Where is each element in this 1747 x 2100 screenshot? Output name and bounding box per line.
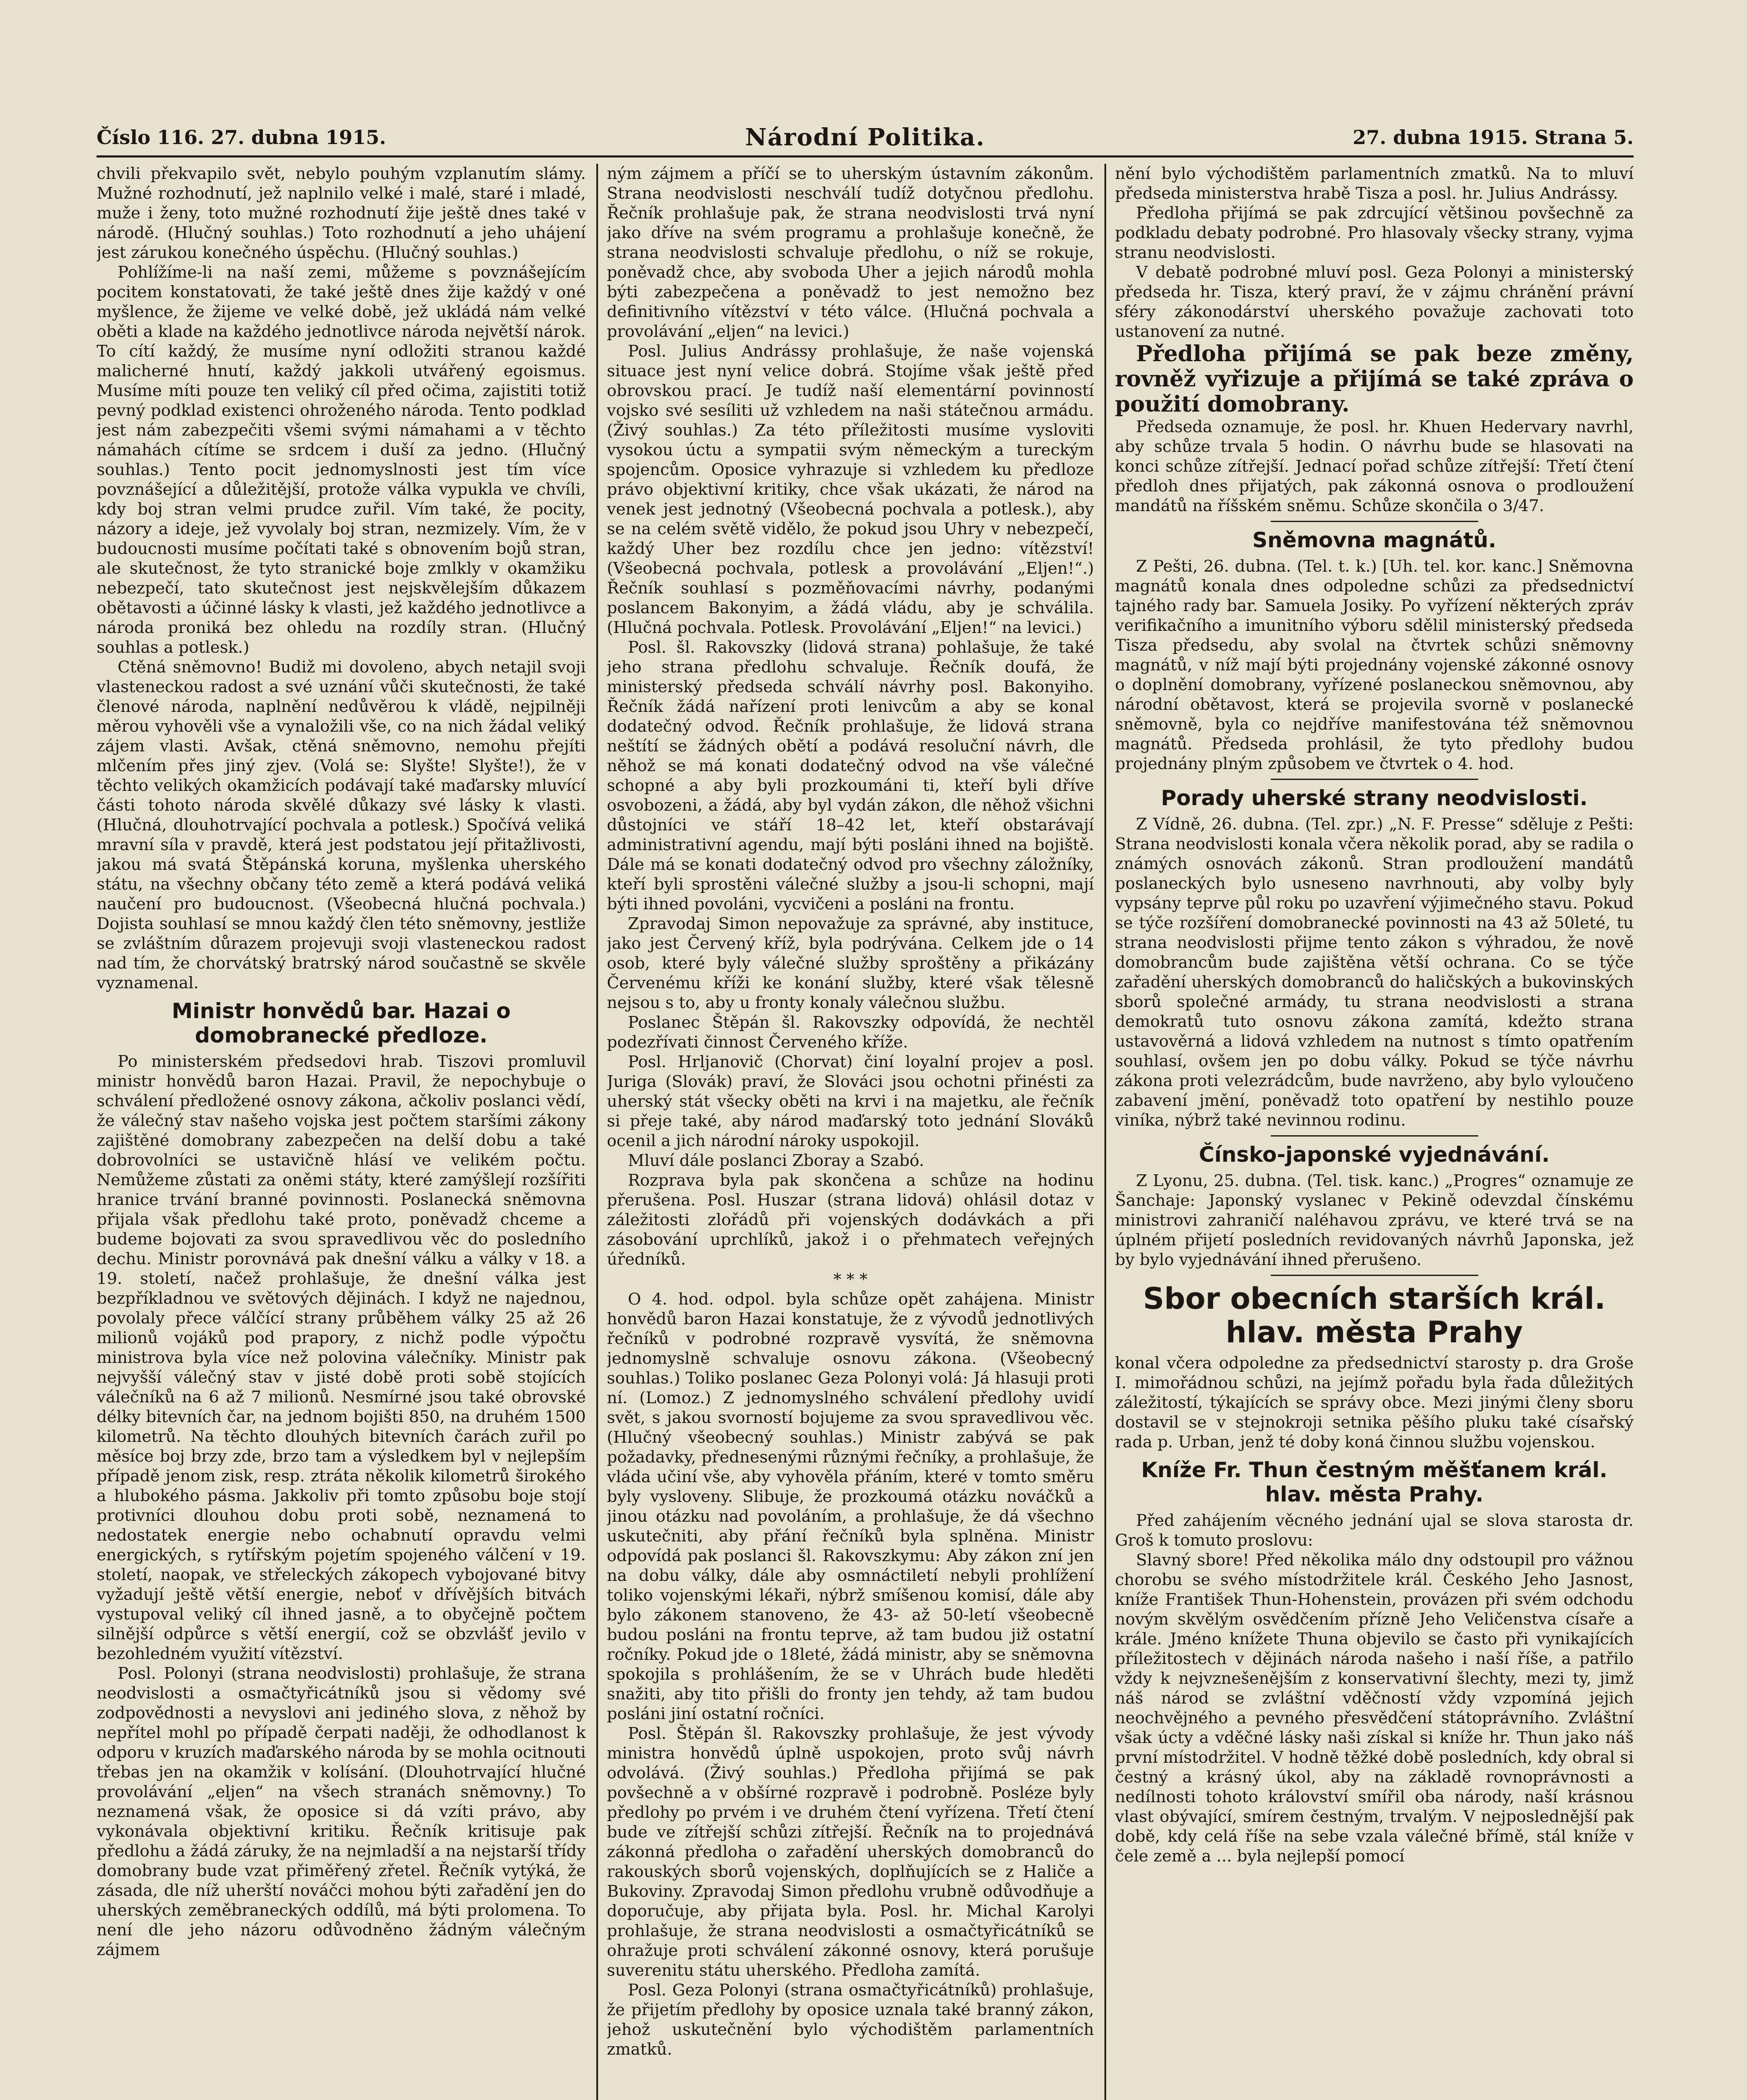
paragraph: Slavný sbore! Před několika málo dny odstoupil pro vážnou chorobu se svého místodržitele král. Českého Jeho Jasnost, kníže František Thun-Hohenstein, provázen při svém odchodu novým skvělým osvědčením přízně Jeho Veličenstva císaře a krále. Jméno knížete Thuna objevilo se často při vynikajících příležitostech v dějinách národa našeho i naší říše, a patřilo vždy k nejvznešenějším z konservativní šlechty, mezi ty, jimž náš národ se zvláštní vděčností vždy vzpomíná jejich neochvějného a pevného přesvědčení státoprávního. Zvláštní však úcty a vděčné lásky naši získal si kníže hr. Thun jako náš první místodržitel. V hodně těžké době posledních, kdy obral si čestný a krásný úkol, aby na základě rovnoprávnosti a nedílnosti tohoto království smířil oba národy, naší krásnou vlast obývající, smírem čestným, trvalým. V nejposlednější pak době, kdy celá říše na sebe vzala válečné břímě, stál kníže v čele země a ... byla nejlepší pomocí: [1115, 1551, 1634, 1866]
paragraph: Posl. Geza Polonyi (strana osmačtyřicátníků) prohlašuje, že přijetím předlohy by oposice uznala také branný zákon, jehož uskutečnění bylo východištěm parlamentních zmatků.: [607, 1981, 1094, 2059]
article-heading-minister-hazai: Ministr honvědů bar. Hazai o domobranecké předloze.: [172, 999, 511, 1047]
paragraph: Před zahájením věcného jednání ujal se slova starosta dr. Groš k tomuto proslovu:: [1115, 1511, 1634, 1550]
paragraph: Pohlížíme-li na naší zemi, můžeme s povznášejícím pocitem konstatovati, že také ještě dnes žije každý v oné myšlence, že žijeme ve velké době, jež ukládá nám velké oběti a klade na každého jednotlivce národa největší nárok. To cítí každý, že musíme nyní odložiti stranou každé malicherné hnutí, každý jakkoli utvářený egoismus. Musíme míti pouze ten veliký cíl před očima, zajistiti totiž pevný podklad existenci ohroženého národa. Tento podklad jest nám zabezpečiti všemi svými námahami a v těchto námahách cítíme se srdcem i duší za jedno. (Hlučný souhlas.) Tento pocit jednomyslnosti jest tím více povznášející a důležitější, protože válka vypukla ve chvíli, kdy boj stran velmi prudce zuřil. Vím také, že pocity, názory a ideje, jež vyvolaly boj stran, nezmizely. Vím, že v budoucnosti musíme počítati také s obnovením bojů stran, ale skutečnost, že tyto stranické boje zmlkly v okamžiku nebezpečí, tato skutečnost jest nejskvělejším důkazem obětavosti a účinné lásky k vlasti, jež každého jednotlivce a národa proniká bez ohledu na rozdíly stran. (Hlučný souhlas a potlesk.): [97, 263, 586, 657]
article-heading-magnates: Sněmovna magnátů.: [1252, 528, 1496, 552]
paragraph: nění bylo východištěm parlamentních zmatků. Na to mluví předseda ministerstva hrabě Tisza a posl. hr. Julius Andrássy.: [1115, 164, 1634, 203]
paragraph: ným zájmem a příčí se to uherským ústavním zákonům. Strana neodvislosti neschválí tudíž dotyčnou předlohu. Řečník prohlašuje pak, že strana neodvislosti trvá nyní jako dříve na svém programu a prohlašuje konečně, že strana neodvislosti schvaluje předlohu, o níž se rokuje, poněvadž chce, aby svoboda Uher a jejich národů mohla býti zabezpečena a poněvadž to jest nemožno bez definitivního vítězství v této válce. (Hlučná pochvala a provolávání „eljen“ na levici.): [607, 164, 1094, 341]
page-header: [97, 118, 1634, 158]
paragraph: Posl. Polonyi (strana neodvislosti) prohlašuje, že strana neodvislosti a osmačtyřicátníků jsou si vědomy své zodpovědnosti a nevyslovi ani jediného slova, z něhož by nepřítel mohl po případě čerpati naději, že odhodlanost k odporu v kruzích maďarského národa by se mohla ocitnouti třebas jen na okamžik v kolísání. (Dlouhotrvající hlučné provolávání „eljen“ na všech stranách sněmovny.) To neznamená však, že oposice si dá vzíti právo, aby vykonávala objektivní kritiku. Řečník kritisuje pak předlohu a žádá záruky, že na nejmladší a na nejstarší třídy domobrany bude vzat přiměřený zřetel. Řečník vytýká, že zásada, dle níž uherští nováčci mohou býti zařadění jen do uherských zeměbraneckých oddílů, má býti prolomena. To není dle jeho názoru odůvodněno žádným válečným zájmem: [97, 1664, 586, 1959]
paragraph: Posl. Štěpán šl. Rakovszky prohlašuje, že jest vývody ministra honvědů úplně uspokojen, proto svůj návrh odvolává. (Živý souhlas.) Předloha přijímá se pak povšechně a v obšírné rozpravě i podrobně. Posléze byly předlohy po prvém i ve druhém čtení vyřízena. Třetí čtení bude ve zítřejší schůzi zítřejší. Řečník na to projednává zákonná předloha o zařadění uherských domobranců do rakouských sborů vojenských, doplňujících se z Haliče a Bukoviny. Zpravodaj Simon předlohu vrubně odůvodňuje a doporučuje, aby přijata byla. Posl. hr. Michal Karolyi prohlašuje, že strana neodvislosti a osmačtyřicátníků se ohražuje proti schválení zákonné osnovy, která porušuje suverenitu státu uherského. Předloha zamítá.: [607, 1724, 1094, 1980]
section-separator: * * *: [833, 1270, 868, 1289]
column-2: [607, 164, 1094, 2100]
paragraph: Poslanec Štěpán šl. Rakovszky odpovídá, že nechtěl podezřívati činnost Červeného kříže.: [607, 1013, 1094, 1052]
newspaper-title: Národní Politika.: [745, 123, 985, 151]
paragraph: Zpravodaj Simon nepovažuje za správné, aby instituce, jako jest Červený kříž, byla podrývána. Celkem jde o 14 osob, které byly válečné služby sproštěny a přikázány Červenému kříži ke konání služby, které však tělesně nejsou s to, aby u fronty konaly válečnou službu.: [607, 914, 1094, 1012]
paragraph: konal včera odpoledne za předsednictví starosty p. dra Groše I. mimořádnou schůzi, na jejímž pořadu byla řada důležitých záležitostí, týkajících se správy obce. Mezi jinými členy sboru dostavil se v stejnokroji setnika pěšího pluku také císařský rada p. Urban, jenž té doby koná činnou službu vojenskou.: [1115, 1354, 1634, 1452]
column-rule: [596, 164, 598, 2100]
paragraph: Předloha přijímá se pak zdrcující většinou povšechně za podkladu debaty podrobné. Pro hlasovaly všecky strany, vyjma stranu neodvislosti.: [1115, 204, 1634, 262]
article-heading-porady: Porady uherské strany neodvislosti.: [1161, 786, 1588, 810]
column-3: [1115, 164, 1634, 2100]
paragraph: Posl. Julius Andrássy prohlašuje, že naše vojenská situace jest nyní velice dobrá. Stojíme však ještě před obrovskou prací. Je tudíž naší elementární povinností vojsko své sesíliti už vzhledem na naši státečnou armádu. (Živý souhlas.) Za této příležitosti musíme vysloviti vysokou úctu a sympatii svým německým a tureckým spojencům. Oposice vyhrazuje si vzhledem ku předloze právo objektivní kritiky, chce však ukázati, že národ na venek jest jednotný (Všeobecná pochvala a potlesk.), aby se na celém světě vidělo, že pokud jsou Uhry v nebezpečí, každý Uher bez rozdílu chce jen jedno: vítězství! (Všeobecná pochvala, potlesk a provolávání „Eljen!“.) Řečník souhlasí s pozměňovacími návrhy, podanými poslancem Bakonyim, a žádá vládu, aby je schválila. (Hlučná pochvala. Potlesk. Provolávání „Eljen!“ na levici.): [607, 342, 1094, 637]
article-heading-sbor: Sbor obecních starších král. hlav. města Prahy: [1143, 1281, 1606, 1349]
resolution-statement: Předloha přijímá se pak beze změny, rovněž vyřizuje a přijímá se také zpráva o použití domobrany.: [1115, 341, 1634, 417]
paragraph: Z Pešti, 26. dubna. (Tel. t. k.) [Uh. tel. kor. kanc.] Sněmovna magnátů konala dnes odpoledne schůzi za předsednictví tajného rady bar. Samuela Josiky. Po vyřízení některých zpráv verifikačního a imunitního výboru sdělil ministerský předseda Tisza předsedu, aby svolal na čtvrtek schůzi sněmovny magnátů, v níž mají býti projednány vojenské zákonné osnovy o doplnění domobrany, vyřízené poslaneckou sněmovnou, aby národní obětavost, která se projevila svorně v poslanecké sněmovně, byla co nejdříve manifestována též sněmovnou magnátů. Předseda prohlásil, že tyto předlohy budou projednány plným způsobem ve čtvrtek o 4. hod.: [1115, 557, 1634, 773]
column-rule: [1104, 164, 1106, 2100]
issue-number-date: Číslo 116. 27. dubna 1915.: [97, 126, 386, 149]
divider: [1271, 779, 1478, 780]
paragraph: O 4. hod. odpol. byla schůze opět zahájena. Ministr honvědů baron Hazai konstatuje, že z vývodů jednotlivých řečníků v podrobné rozpravě vysvítá, že sněmovna jednomyslně schvaluje osnovu zákona. (Všeobecný souhlas.) Toliko poslanec Geza Polonyi volá: Já hlasuji proti ní. (Lomoz.) Z jednomyslného schválení předlohy uvidí svět, s jakou svorností bojujeme za svou spravedlivou věc. (Hlučný všeobecný souhlas.) Ministr zabývá se pak požadavky, přednesenými různými řečníky, a prohlašuje, že vláda učiní vše, aby vyhověla přáním, které v tomto směru byly vysloveny. Slibuje, že prozkoumá otázku nováčků a jinou otázku nad povoláním, a prohlašuje, že dá všechno uskutečniti, aby přání řečníků byla splněna. Ministr odpovídá pak poslanci šl. Rakovszkymu: Aby zákon zní jen na dobu války, dále aby osmnáctiletí nebyli prohlížení toliko vojenskými lékaři, nýbrž smíšenou komisí, dále aby bylo zákonem stanoveno, že 43- až 50-letí všeobecně budou posláni na frontu teprve, až tam budou již ostatní ročníky. Pokud jde o 18leté, žádá ministr, aby se sněmovna spokojila s prohlášením, že se v Uhrách bude hleděti snažiti, aby tito přišli do fronty jen tehdy, až tam budou posláni jiní ostatní ročníci.: [607, 1290, 1094, 1723]
paragraph: Posl. Hrljanovič (Chorvat) činí loyalní projev a posl. Juriga (Slovák) praví, že Slováci jsou ochotni přinésti za uherský stát všecky oběti na krvi i na majetku, ale řečník si přeje také, aby národ maďarský toto jednání Slováků ocenil a jich národní nároky uspokojil.: [607, 1053, 1094, 1150]
divider: [1271, 521, 1478, 522]
paragraph: chvili překvapilo svět, nebylo pouhým vzplanutím slámy. Mužné rozhodnutí, jež naplnilo velké i malé, staré i mladé, muže i ženy, toto mužné rozhodnutí žije ještě dnes také v národě. (Hlučný souhlas.) Toto rozhodnutí a jeho uhájení jest zárukou konečného úspěchu. (Hlučný souhlas.): [97, 164, 586, 262]
paragraph: Z Lyonu, 25. dubna. (Tel. tisk. kanc.) „Progres“ oznamuje ze Šanchaje: Japonský vyslanec v Pekině odevzdal čínskému ministrovi zahraničí naléhavou zprávu, ve které trvá se na úplném přijetí posledních revidovaných návrhů Japonska, jež by bylo vyjednávání ihned přerušeno.: [1115, 1171, 1634, 1269]
paragraph: Po ministerském předsedovi hrab. Tiszovi promluvil ministr honvědů baron Hazai. Pravil, že nepochybuje o schválení předložené osnovy zákona, ačkoliv poslanci vědí, že válečný stav našeho vojska jest počtem staršími zákony zajištěné domobrany zabezpečen na delší dobu a také dobrovolníci se ustavičně hlásí ve velikém počtu. Nemůžeme zůstati za oněmi státy, které zamýšlejí rozšířiti hranice trvání branné povinnosti. Poslanecká sněmovna přijala však předlohu také proto, poněvadž chceme a budeme bojovati za svou spravedlivou věc do posledního dechu. Ministr porovnává pak dnešní válku a války v 18. a 19. století, načež prohlašuje, že dnešní válka jest bezpříkladnou ve světových dějinách. I když ne najednou, povolaly přece válčící strany průběhem války 25 až 26 milionů vojáků pod prapory, z nichž podle výpočtu ministrova byla více než polovina válečníky. Ministr pak nejvyšší válečný stav v jisté době proti sobě stojících válečníků na 6 až 7 milionů. Nesmírné jsou také obrovské délky bitevních čar, na jednom bojišti 850, na druhém 1500 kilometrů. Na těchto dlouhých bitevních čarách zuřil po měsíce boj brzy zde, brzo tam a výsledkem byl v nejlepším případě jenom zisk, resp. ztráta několik kilometrů širokého a hlubokého pásma. Jakkoliv při tomto způsobu boje stojí protivníci dlouhou dobu proti sobě, neznamená to nedostatek energie nebo ochabnutí opravdu velmi energických, s rytířským pojetím spojeného válčení v 19. století, naopak, ve střeleckých zákopech vybojované bitvy vyžadují ještě větší energie, neboť v dřívějších bitvách vystupoval veliký cíl ihned jasně, a to obyčejně počtem silnější odpůrce s větší energií, což se obzvlášť jevilo v bezohledném využití vítězství.: [97, 1052, 586, 1663]
newspaper-page: [97, 118, 1634, 2100]
paragraph: Rozprava byla pak skončena a schůze na hodinu přerušena. Posl. Huszar (strana lidová) ohlásil dotaz v záležitosti zlořádů při vojenských dodávkách a při zásobování uprchlíků, jakož i o přehmatech veřejných úředníků.: [607, 1171, 1094, 1269]
paragraph: Mluví dále poslanci Zboray a Szabó.: [628, 1151, 924, 1170]
date-page-number: 27. dubna 1915. Strana 5.: [1353, 126, 1634, 149]
paragraph: Předseda oznamuje, že posl. hr. Khuen Hedervary navrhl, aby schůze trvala 5 hodin. O návrhu bude se hlasovati na konci schůze zítřejší. Jednací pořad schůze zítřejší: Třetí čtení předloh dnes přijatých, pak zákonná osnova o prodloužení mandátů na říšském sněmu. Schůze skončila o 3/47.: [1115, 417, 1634, 515]
paragraph: Ctěná sněmovno! Budiž mi dovoleno, abych netajil svoji vlasteneckou radost a své uznání vůči skutečnosti, že také členové národa, naplnění nedůvěrou k vládě, nejpilněji měrou vyhověli vše a vynaložili vše, co na nich žádal veliký zájem vlasti. Avšak, ctěná sněmovno, nemohu přejíti mlčením přes jiný zjev. (Volá se: Slyšte! Slyšte!), že v těchto velikých okamžicích podávají také maďarsky mluvící části tohoto národa skvělé důkazy své lásky k vlasti. (Hlučná, dlouhotrvající pochvala a potlesk.) Spočívá veliká mravní síla v pravdě, která jest podstatou její přitažlivosti, jakou má svatá Štěpánská koruna, myšlenka uherského státu, na všechny občany této země a která podává veliká naučení pro budoucnost. (Všeobecná hlučná pochvala.) Dojista souhlasí se mnou každý člen této sněmovny, jestliže se zvláštním důrazem projevuji svoji vlasteneckou radost nad tím, že chorvátský bratrský národ součastně se skvěle vyznamenal.: [97, 658, 586, 992]
column-1: [97, 164, 586, 2100]
article-heading-cinsko-japonske: Čínsko-japonské vyjednávání.: [1199, 1142, 1550, 1167]
divider: [1271, 1275, 1478, 1276]
paragraph: Posl. šl. Rakovszky (lidová strana) pohlašuje, že také jeho strana předlohu schvaluje. Řečník doufá, že ministerský předseda schválí návrhy posl. Bakonyiho. Řečník žádá nařízení proti lenivcům a aby se konal dodatečný odvod. Řečník prohlašuje, že lidová strana neštítí se žádných obětí a podává resoluční návrh, dle něhož se má konati dodatečný odvod na vše válečné schopné a aby byli prozkoumáni ti, kteří byli dříve osvobozeni, a žádá, aby byl vydán zákon, dle něhož všichni důstojníci ve stáří 18–42 let, kteří obstarávají administrativní agendu, mají býti posláni ihned na bojiště. Dále má se konati dodatečný odvod pro všechny záložníky, kteří byli sprostěni válečné služby a jsou-li schopni, mají býti ihned povoláni, vycvičeni a posláni na frontu.: [607, 638, 1094, 914]
divider: [1271, 1135, 1478, 1137]
paragraph: V debatě podrobné mluví posl. Geza Polonyi a ministerský předseda hr. Tisza, který praví, že v zájmu chránění právní sféry zákonodárství uherského považuje zachovati toto ustanovení za nutné.: [1115, 263, 1634, 341]
article-heading-thun: Kníže Fr. Thun čestným měšťanem král. hlav. města Prahy.: [1141, 1458, 1608, 1507]
paragraph: Z Vídně, 26. dubna. (Tel. zpr.) „N. F. Presse“ sděluje z Pešti: Strana neodvislosti konala včera několik porad, aby se radila o známých osnovách zákonů. Stran prodloužení mandátů poslaneckých bylo usneseno navrhnouti, aby volby byly vypsány teprve půl roku po uzavření výjimečného stavu. Pokud se týče rozšíření domobranecké povinnosti na 43 až 50leté, tu strana neodvislosti přijme tento zákon s výhradou, že nově domobrancům bude zajištěna větší ochrana. Co se týče zařadění uherských domobranců do haličských a bukovinských sborů společné armády, tu strana neodvislosti a strana demokratů tuto osnovu zákona zamítá, kdežto strana ustavověrná a lidová vzhledem na nutnost s tímto opatřením souhlasí, ovšem jen po dobu války. Pokud se týče návrhu zákona proti velezrádcům, bude navrženo, aby bylo vyloučeno zabavení jmění, poněvadž toto opatření by nestihlo pouze viníka, nýbrž také nevinnou rodinu.: [1115, 815, 1634, 1130]
